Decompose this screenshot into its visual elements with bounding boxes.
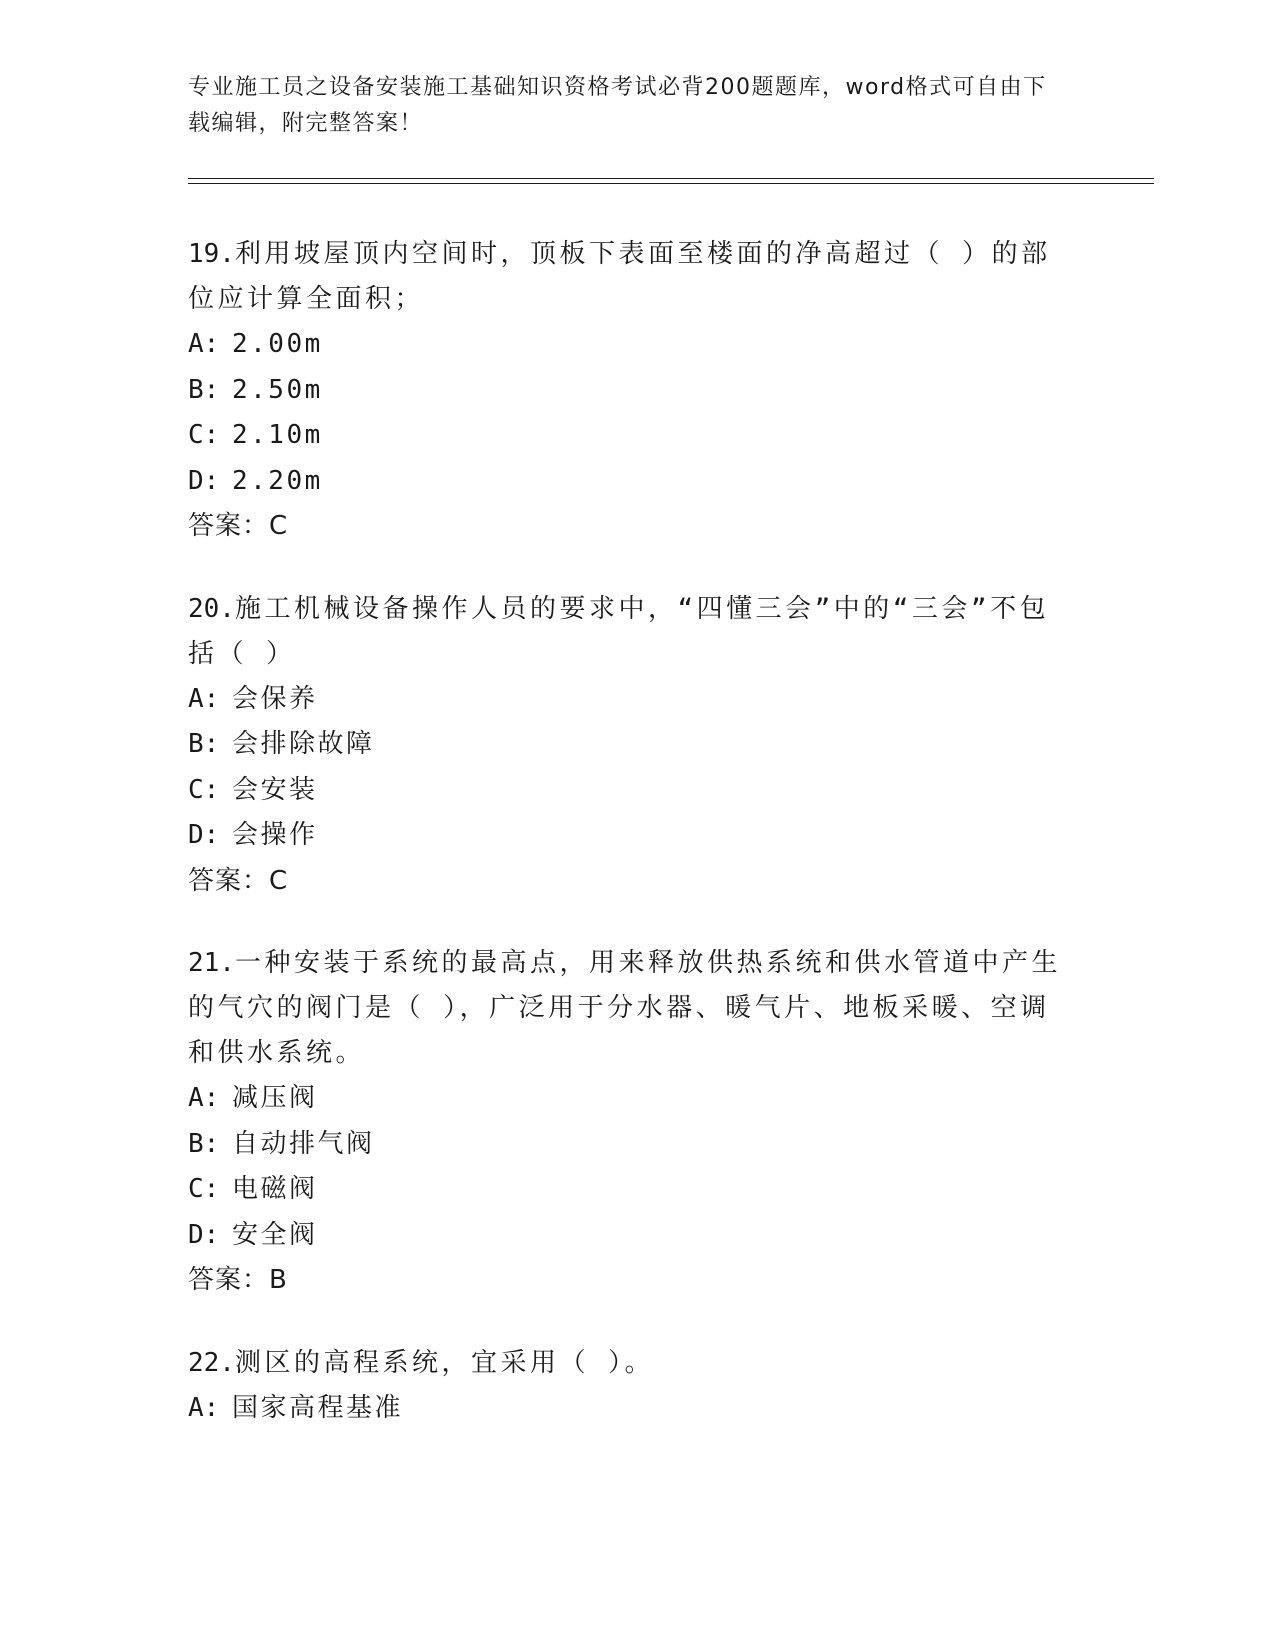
question-block — [188, 1341, 1068, 1432]
question-text — [188, 941, 1068, 1076]
option-text: 安全阀 — [232, 1219, 318, 1250]
answer-option — [188, 1386, 1068, 1432]
option-letter: B: — [188, 374, 220, 405]
document-header: 专业施工员之设备安装施工基础知识资格考试必背200题题库，word格式可自由下载编辑，附完整答案！ — [188, 75, 1047, 136]
option-letter: D: — [188, 465, 220, 496]
question-text — [188, 232, 1068, 322]
option-letter: C: — [188, 420, 220, 450]
option-text: 会排除故障 — [232, 729, 375, 759]
option-letter: A: — [188, 1392, 220, 1423]
option-letter: C: — [188, 774, 220, 805]
answer-key: 答案：B — [188, 1265, 288, 1295]
answer-option — [188, 1213, 1068, 1259]
option-text: 2.00m — [232, 329, 323, 359]
answer-option — [188, 1122, 1068, 1168]
option-letter: A: — [188, 329, 220, 359]
answer-option — [188, 768, 1068, 814]
question-block — [188, 587, 1068, 905]
option-text: 国家高程基准 — [232, 1392, 404, 1423]
option-text: 会安装 — [232, 774, 318, 805]
question-number: 21. — [188, 948, 235, 978]
option-text: 会保养 — [232, 683, 318, 714]
option-text: 2.10m — [232, 420, 323, 450]
question-number: 19. — [188, 239, 235, 269]
option-letter: A: — [188, 1083, 220, 1113]
answer-option — [188, 722, 1068, 768]
header-divider-bottom — [188, 183, 1154, 184]
answer-option — [188, 459, 1068, 505]
question-stem: 测区的高程系统，宜采用（ ）。 — [234, 1347, 655, 1378]
question-stem: 施工机械设备操作人员的要求中，“四懂三会”中的“三会”不包括（ ） — [188, 593, 1050, 669]
answer-option — [188, 677, 1068, 723]
question-text — [188, 587, 1068, 677]
header-divider-top — [188, 178, 1154, 179]
option-letter: B: — [188, 729, 220, 759]
option-letter: B: — [188, 1128, 220, 1159]
question-block — [188, 232, 1068, 550]
question-number: 22. — [188, 1347, 235, 1378]
question-text — [188, 1341, 1068, 1386]
option-text: 自动排气阀 — [232, 1128, 375, 1159]
option-letter: C: — [188, 1174, 220, 1204]
answer-option — [188, 368, 1068, 414]
option-letter: D: — [188, 820, 220, 850]
option-letter: A: — [188, 683, 220, 714]
option-text: 会操作 — [232, 820, 318, 850]
answer-key: 答案：C — [188, 511, 289, 541]
option-text: 2.20m — [232, 465, 323, 496]
question-block — [188, 941, 1068, 1304]
option-text: 电磁阀 — [232, 1174, 318, 1204]
question-stem: 利用坡屋顶内空间时，顶板下表面至楼面的净高超过（ ）的部位应计算全面积； — [188, 239, 1051, 314]
answer-option — [188, 813, 1068, 859]
option-letter: D: — [188, 1219, 220, 1250]
answer-key: 答案：C — [188, 865, 289, 896]
answer-option — [188, 1076, 1068, 1122]
question-stem: 一种安装于系统的最高点，用来释放供热系统和供水管道中产生的气穴的阀门是（ ），广泛用于分水器、暖气片、地板采暖、空调和供水系统。 — [188, 948, 1061, 1068]
answer-option — [188, 322, 1068, 368]
option-text: 2.50m — [232, 374, 323, 405]
answer-option — [188, 1167, 1068, 1213]
question-number: 20. — [188, 593, 235, 624]
answer-option — [188, 413, 1068, 459]
option-text: 减压阀 — [232, 1083, 318, 1113]
question-list — [188, 232, 1068, 1468]
